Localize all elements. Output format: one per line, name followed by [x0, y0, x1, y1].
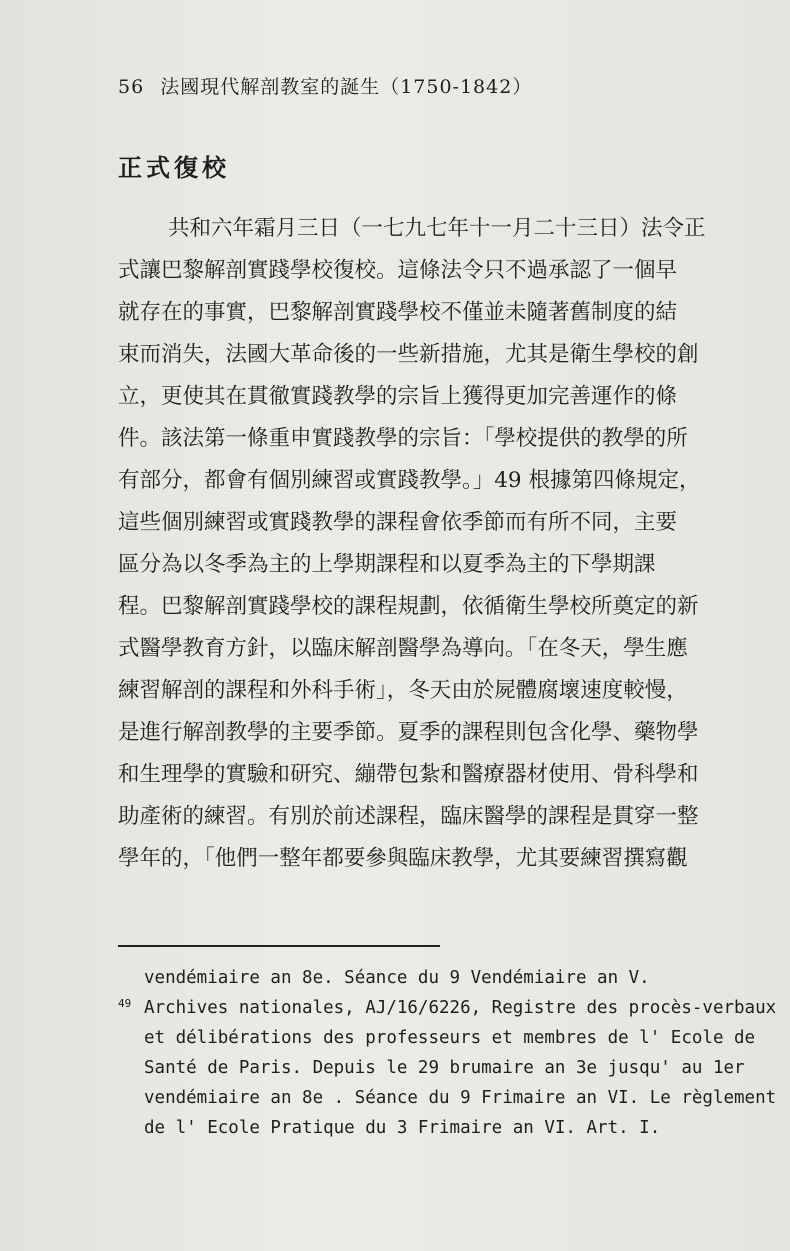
- body-line: 和生理學的實驗和研究、繃帶包紮和醫療器材使用、骨科學和: [118, 762, 699, 787]
- body-line: 有部分，都會有個別練習或實踐教學。」49 根據第四條規定，: [118, 468, 701, 493]
- footnote-line: vendémiaire an 8e . Séance du 9 Frimaire an VI. Le règlement: [144, 1088, 777, 1108]
- body-line: 就存在的事實，巴黎解剖實踐學校不僅並未隨著舊制度的結: [118, 300, 678, 325]
- footnote-divider: [118, 945, 440, 947]
- footnote-number: 49: [118, 997, 132, 1010]
- footnote-line: et délibérations des professeurs et membres de l' Ecole de: [144, 1028, 756, 1048]
- running-head: [118, 72, 532, 99]
- body-line: 立，更使其在貫徹實踐教學的宗旨上獲得更加完善運作的條: [118, 384, 678, 409]
- body-line: 件。該法第一條重申實踐教學的宗旨：「學校提供的教學的所: [118, 426, 688, 451]
- body-line: 練習解剖的課程和外科手術」，冬天由於屍體腐壞速度較慢，: [118, 678, 688, 703]
- footnote-line: [118, 993, 778, 1023]
- running-title: 法國現代解剖教室的誕生（1750-1842）: [160, 76, 533, 98]
- section-title: 正式復校: [118, 153, 230, 182]
- body-line: 程。巴黎解剖實踐學校的課程規劃，依循衛生學校所奠定的新: [118, 594, 699, 619]
- body-text: [118, 208, 768, 880]
- body-line: 是進行解剖教學的主要季節。夏季的課程則包含化學、藥物學: [118, 720, 699, 745]
- footnotes: [118, 963, 778, 1143]
- body-line: 學年的，「他們一整年都要參與臨床教學，尤其要練習撰寫觀: [118, 846, 688, 871]
- body-line: 這些個別練習或實踐教學的課程會依季節而有所不同，主要: [118, 510, 678, 535]
- body-line: 區分為以冬季為主的上學期課程和以夏季為主的下學期課: [118, 552, 656, 577]
- body-line: 式讓巴黎解剖實踐學校復校。這條法令只不過承認了一個早: [118, 258, 678, 283]
- body-line: 式醫學教育方針，以臨床解剖醫學為導向。「在冬天，學生應: [118, 636, 688, 661]
- footnote-line: Santé de Paris. Depuis le 29 brumaire an 3e jusqu' au 1er: [144, 1058, 745, 1078]
- page-number: 56: [118, 76, 145, 98]
- footnote-continuation: vendémiaire an 8e. Séance du 9 Vendémiaire an V.: [144, 968, 650, 988]
- body-line: 共和六年霜月三日（一七九七年十一月二十三日）法令正: [168, 216, 706, 241]
- body-line: 束而消失，法國大革命後的一些新措施，尤其是衛生學校的創: [118, 342, 699, 367]
- footnote-line: de l' Ecole Pratique du 3 Frimaire an VI. Art. I.: [144, 1118, 661, 1138]
- footnote-text: Archives nationales, AJ/16/6226, Registre des procès-verbaux: [144, 998, 777, 1018]
- body-line: 助產術的練習。有別於前述課程，臨床醫學的課程是貫穿一整: [118, 804, 699, 829]
